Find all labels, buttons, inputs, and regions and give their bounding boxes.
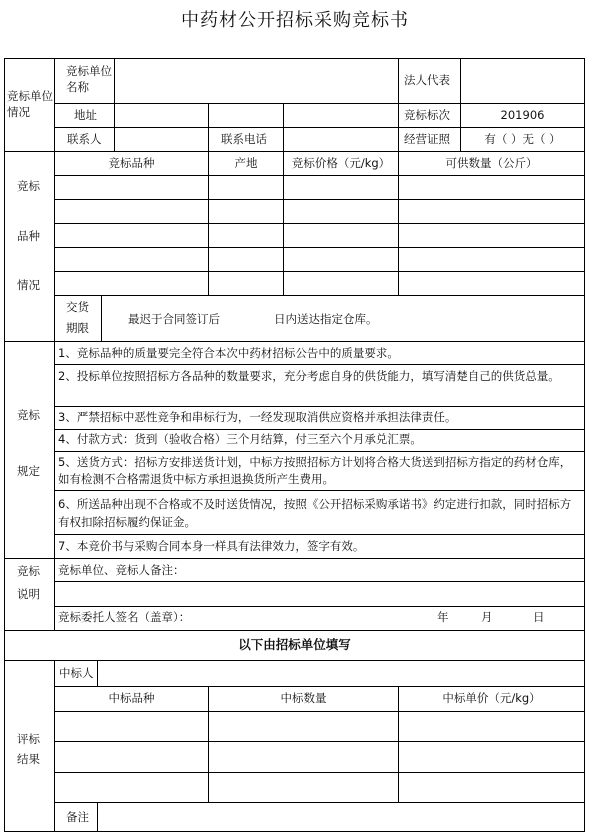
date-day: 日 <box>533 610 545 624</box>
section-label-result-2: 结果 <box>17 752 40 766</box>
table-line <box>4 341 585 342</box>
date-month: 月 <box>481 610 493 624</box>
table-line <box>54 451 585 452</box>
bid-form <box>4 58 585 832</box>
table-line <box>54 58 55 630</box>
table-line <box>398 151 399 295</box>
table-line <box>101 295 102 341</box>
unit-name-field[interactable] <box>115 59 397 102</box>
winner-label: 中标人 <box>59 666 94 680</box>
table-line <box>4 151 585 152</box>
delivery-days-field[interactable] <box>232 308 272 328</box>
bid-no-label: 竞标标次 <box>404 108 450 122</box>
table-line <box>54 711 585 712</box>
rule-item: 1、竞标品种的质量要完全符合本次中药材招标公告中的质量要求。 <box>58 346 399 360</box>
section-label-varieties-3: 情况 <box>17 278 40 292</box>
table-line <box>283 151 284 295</box>
table-line <box>54 175 585 176</box>
sign-label: 竞标委托人签名（盖章）： <box>58 610 191 624</box>
table-line <box>584 58 585 832</box>
table-line <box>54 686 585 687</box>
license-value: 有（ ）无（ ） <box>484 132 561 146</box>
rule-item: 6、所送品种出现不合格或不及时送货情况，按照《公开招标采购承诺书》约定进行扣款，同时招标方有权扣除招标履约保证金。 <box>58 497 572 529</box>
sign-field[interactable] <box>209 607 429 629</box>
table-line <box>54 295 585 296</box>
table-line <box>54 534 585 535</box>
remark-label: 竞标单位、竞标人备注： <box>58 563 185 577</box>
table-line <box>398 58 399 151</box>
column-header-won-variety: 中标品种 <box>108 691 155 705</box>
delivery-label-2: 期限 <box>66 321 89 335</box>
legal-rep-field[interactable] <box>461 59 583 102</box>
result-remark-field[interactable] <box>98 803 584 830</box>
section-label-varieties-2: 品种 <box>17 229 40 243</box>
rule-item: 7、本竞价书与采购合同本身一样具有法律效力，签字有效。 <box>58 539 365 553</box>
winner-field[interactable] <box>98 661 584 685</box>
page-title: 中药材公开招标采购竞标书 <box>181 10 409 31</box>
rule-item: 3、严禁招标中恶性竞争和串标行为，一经发现取消供应资格并承担法律责任。 <box>58 410 457 424</box>
delivery-text-start: 最迟于合同签订后 <box>128 312 220 326</box>
contact-field[interactable] <box>115 128 207 150</box>
table-line <box>54 660 55 832</box>
legal-rep-label: 法人代表 <box>404 73 450 87</box>
column-header-quantity: 可供数量（公斤） <box>445 156 538 170</box>
section-label-rules-2: 规定 <box>17 464 40 478</box>
result-remark-label: 备注 <box>66 810 89 824</box>
delivery-text-end: 日内送达指定仓库。 <box>274 312 378 326</box>
phone-label: 联系电话 <box>221 132 267 146</box>
table-line <box>54 406 585 407</box>
date-year: 年 <box>437 610 449 624</box>
table-line <box>54 223 585 224</box>
fill-by-tenderer-header: 以下由招标单位填写 <box>238 637 351 652</box>
table-line <box>54 247 585 248</box>
table-line <box>54 364 585 365</box>
table-line <box>54 772 585 773</box>
section-label-notes-1: 竞标 <box>17 564 40 578</box>
column-header-price: 竞标价格（元/kg） <box>291 156 391 170</box>
section-label-text: 竞标单位情况 <box>7 89 53 119</box>
delivery-label-1: 交货 <box>66 300 89 314</box>
license-label: 经营证照 <box>404 132 450 146</box>
section-label-bidder <box>7 88 53 120</box>
table-line <box>208 151 209 295</box>
table-line <box>4 558 585 559</box>
table-line <box>54 199 585 200</box>
table-line <box>54 741 585 742</box>
table-line <box>4 630 585 631</box>
table-line <box>4 831 585 832</box>
bid-no-value: 201906 <box>500 108 545 122</box>
section-label-result-1: 评标 <box>17 732 40 746</box>
phone-field[interactable] <box>284 128 397 150</box>
section-label-varieties-1: 竞标 <box>17 179 40 193</box>
column-header-variety: 竞标品种 <box>108 156 155 170</box>
table-line <box>54 429 585 430</box>
column-header-won-quantity: 中标数量 <box>280 691 327 705</box>
column-header-origin: 产地 <box>234 156 258 170</box>
table-line <box>54 271 585 272</box>
rule-item: 5、送货方式：招标方安排送货计划，中标方按照招标方计划将合格大货送到招标方指定的药材仓库，如有检测不合格需退货中标方承担退换货所产生费用。 <box>58 455 572 486</box>
section-label-notes-2: 说明 <box>17 587 40 601</box>
section-label-rules-1: 竞标 <box>17 408 40 422</box>
address-field[interactable] <box>115 104 397 126</box>
contact-label: 联系人 <box>67 132 102 146</box>
table-line <box>54 490 585 491</box>
column-header-won-price: 中标单价（元/kg） <box>442 691 541 705</box>
table-line <box>4 58 5 832</box>
address-label: 地址 <box>74 108 97 122</box>
rule-item: 2、投标单位按照招标方各品种的数量要求，充分考虑自身的供货能力，填写清楚自己的供货总量。 <box>58 369 560 383</box>
rule-item: 4、付款方式：货到（验收合格）三个月结算，付三至六个月承兑汇票。 <box>58 432 422 446</box>
unit-name-label: 竞标单位名称 <box>66 64 112 94</box>
remark-field[interactable] <box>55 582 584 605</box>
